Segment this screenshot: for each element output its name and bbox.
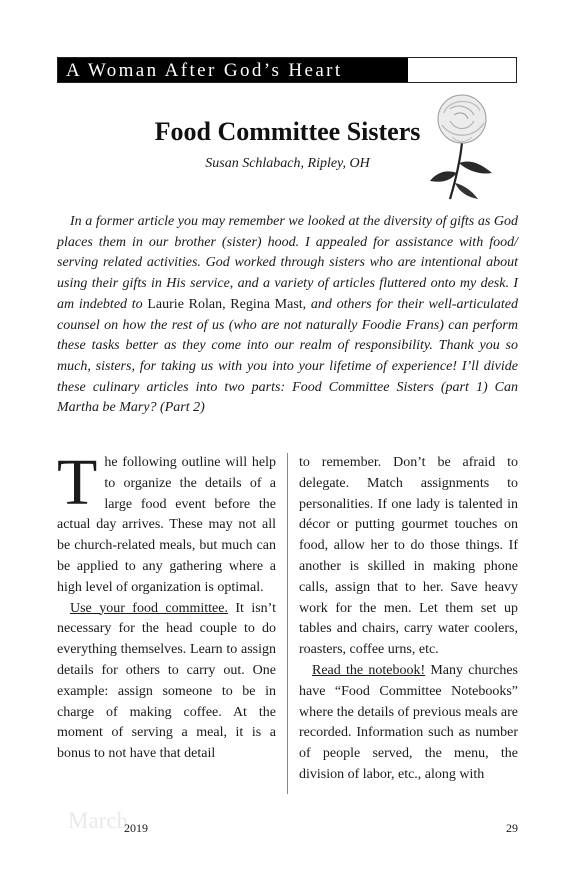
column-divider <box>287 453 288 794</box>
drop-cap: T <box>57 446 98 519</box>
intro-names: Laurie Rolan, Regina Mast, <box>147 296 307 312</box>
body-paragraph-1: he following outline will help to organize the details of a large food event before the actual day arrives. These may not all be church-related meals, but much can be applied to any gathering where a high level of organization is optimal. <box>57 455 276 595</box>
rose-flower-icon <box>418 93 500 203</box>
section-banner <box>57 57 517 83</box>
intro-paragraph <box>57 212 518 419</box>
body-paragraph-2-cont: to remember. Don’t be afraid to delegate. Match assignments to personalities. If one lady is talented in décor or putting gourmet touches on food, allow her to do those things. If another is skilled in making phone calls, assign that to her. Save heavy work for the men. Let them set up tables and chairs, carry water coolers, roasters, coffee urns, etc. <box>299 455 518 658</box>
subheading-use-committee: Use your food committee. <box>70 600 228 616</box>
footer-month-watermark: March <box>68 808 129 833</box>
article-title: Food Committee Sisters <box>154 117 421 146</box>
body-column-right <box>299 453 518 786</box>
intro-text-part1: In a former article you may remember we looked at the diversity of gifts as God places them in our brother (sister) hood. I appealed for assistance with food/ serving related activities. God worked through sisters who are intentional about using their gifts in His service, and a variety of articles fluttered onto my desk. I am indebted to <box>57 214 518 312</box>
page-number: 29 <box>506 821 518 835</box>
banner-title: A Woman After God’s Heart <box>66 60 343 81</box>
article-author: Susan Schlabach, Ripley, OH <box>205 156 370 171</box>
body-paragraph-2: It isn’t necessary for the head couple to do everything themselves. Learn to assign details for others to carry out. One example: assign someone to be in charge of making coffee. At the moment of serving a meal, it is a bonus to not have that detail <box>57 600 276 762</box>
footer-year: 2019 <box>124 821 148 835</box>
intro-text-part2: and others for their well-articulated counsel on how the rest of us (who are not naturally Foodie Frans) can perform these tasks better as they come into our realm of responsibility. Thank you so much, sisters, for taking us with you into your lifetime of experience! I’ll divide these culinary articles into two parts: Food Committee Sisters (part 1) Can Martha be Mary? (Part 2) <box>57 296 518 416</box>
body-paragraph-3: Many churches have “Food Committee Notebooks” where the details of previous meals are recorded. Information such as number of people served, the menu, the division of labor, etc., along with <box>299 662 518 782</box>
subheading-read-notebook: Read the notebook! <box>312 662 426 678</box>
body-column-left <box>57 446 276 765</box>
